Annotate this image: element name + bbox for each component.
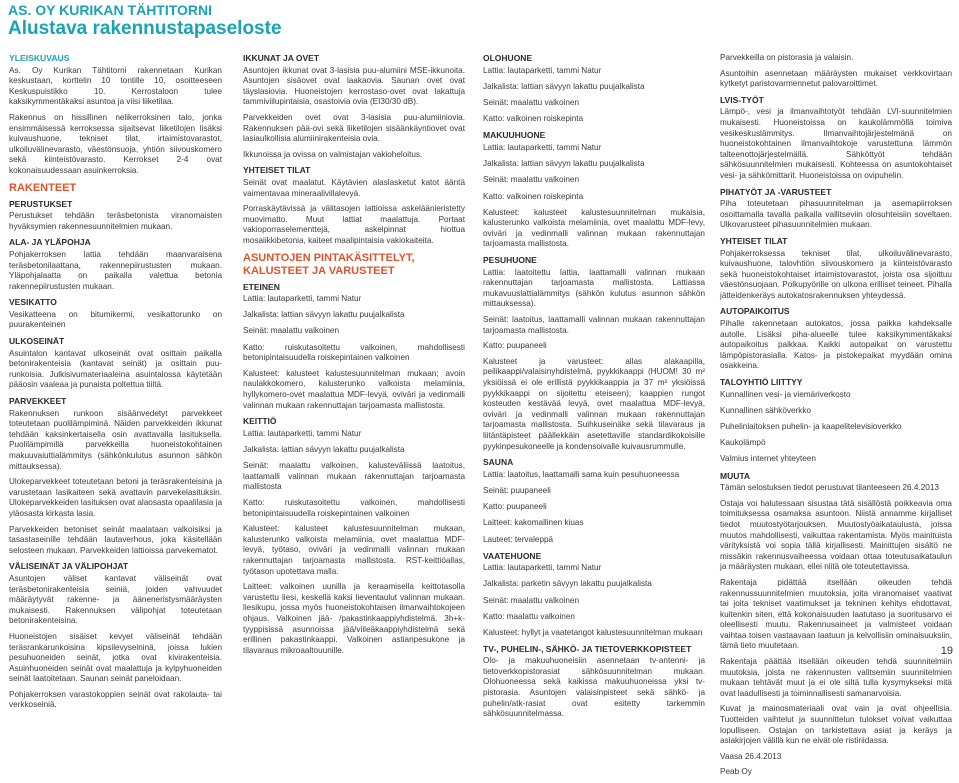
list-item: Lattia: lautaparketti, tammi Natur — [483, 142, 602, 152]
list-item: Seinät: maalattu valkoinen — [483, 97, 580, 107]
list-item: Kaukolämpö — [720, 438, 766, 448]
parvekkeet-paragraph-1: Rakennuksen runkoon sisäänvedetyt parvekkeet toteutetaan puolilämpiminä. Näiden parvekkeiden ikkunat tehdään kaksinkertaisella osin avattavalla lasituksella. Puolilämpimillä parvekkeilla huoneistokohtainen makuuvaiuttialämmitys (sähkönkulutus asunnon sähkön mittauksessa). — [9, 408, 222, 471]
list-item: Lattia: lautaparketti, tammi Natur — [243, 294, 362, 304]
parvekkeet-paragraph-2: Ulokeparvekkeet toteutetaan betoni ja teräsrakenteisina ja varustetaan lasikaiteen sekä avattavin parvekelasituksin. Ulokeparvekkeiden lasituksen ovat alaosasta opaalilasia ja yläosasta kirkasta lasia. — [9, 477, 223, 518]
valiseinat-paragraph-1: Asuntojen väliset kantavat väliseinät ovat teräsbetonirakenteisia seiniä, joiden vahvuudet määräytyvät rakenne- ja ääneneristysmääräysten mukaisesti. Rakennuksen välipohjat toteutetaan betonirakenteisina. — [9, 573, 222, 626]
list-item: Laitteet: kakomallinen kiuas — [483, 518, 584, 528]
pesuhuone-paragraph-2: Seinät: laatoitus, laattamalli valinnan mukaan rakennuttajan tarjoamasta mallistosta. — [483, 315, 705, 335]
section-title-rakenteet: RAKENTEET — [9, 181, 77, 194]
valiseinat-paragraph-2: Huoneistojen sisäiset kevyet väliseinät tehdään teräsrankarunkoisina kipsilevyseininä, joissa lukien pesuhuoneiden seinät, jotka ovat kivirakenteisia. Asuinhuoneiden seinät ovat maalattuja ja kylpyhuoneiden seinät laatoitetaan. Saunan seinät paneloidaan. — [9, 631, 222, 684]
keittio-kalusteet: Kalusteet: kalusteet kalustesuunnitelman mukaan, kalusterunko valkoista melamiinia, ovet maalattua MDF-levyä, työtaso, oviväri ja vedinmalli valinnan mukaan rakennuttajan tarjoamasta mallistosta. RST-keittiöallas, työtason upotettava malla. — [243, 524, 465, 576]
muuta-paragraph-1: Tämän selostuksen tiedot perustuvat tilanteeseen 26.4.2013 — [720, 483, 939, 493]
keittio-katto: Katto: ruiskutasoitettu valkoinen, mahdollisesti betonipintaisuudella roiskepintainen valkoinen — [243, 497, 465, 518]
section-title-keittio: KEITTIÖ — [243, 416, 277, 427]
section-title-pesuhuone: PESUHUONE — [483, 255, 537, 266]
column-2 — [243, 53, 465, 661]
list-item: Seinät: maalattu valkoinen — [483, 595, 580, 605]
pesuhuone-paragraph-1: Lattia: laatoitettu lattia, laattamalli valinnan mukaan rakennuttajan tarjoamasta mallistosta. Lattiassa mukavuuslattialämmitys (sähkön kulutus asunnon sähkön mittauksessa). — [483, 267, 705, 309]
list-item: Jalkalista: lattian sävyyn lakattu puujalkalista — [243, 310, 405, 320]
vaatehuone-list — [483, 563, 705, 622]
list-item: Katto: valkoinen roiskepinta — [483, 114, 584, 124]
autopaikoitus-text: Pihalle rakennetaan autokatos, jossa paikka kahdeksalle autolle. Lisäksi piha-alueelle tulee kaksikymmentäkaksi autopaikoitus paikkaa. Kaikki autopaikat on varustettu lämpöpistorasialla. Katos- ja pistokepaikat myydään omina osakkeina. — [720, 319, 952, 371]
list-item: Katto: puupaneeli — [483, 502, 547, 512]
list-item: Kunnallinen sähköverkko — [720, 405, 812, 415]
list-item: Lattia: lautaparketti, tammi Natur — [483, 563, 602, 573]
olohuone-list — [483, 66, 705, 125]
ulkoseinat-text: Asuintalon kantavat ulkoseinät ovat osittain paikalla betonirakenteisia (kantavat seinät) ja osittain puu-runkoisia. Julkisivumateriaaleina asuintalossa käytetään pääosin vaaleaa ja punaista poltettua tiiltä. — [9, 348, 222, 390]
lvis-text: Lämpö-, vesi ja ilmanvaihtotyöt tehdään LVI-suunnitelmien mukaisesti. Huoneistoissa on kaukolämmöllä toimiva vesikeskuslämmitys. Ilmanvaihtojärjestelmänä on huoneistokohtainen ilmanvaihtokoje varustettuna lämmön talteenottojärjestelmällä. Sähköttyöt tehdään sähkösuunnitelmien mukaisesti. Kohteessa on asuntokohtaiset vesi- ja sähkömittarit. Huoneistoissa on ovipuhelin. — [720, 107, 952, 180]
pesuhuone-paragraph-3: Kalusteet ja varusteet: allas alakaapilla, peilikaappi/valaisinyhdistelmä, pyykkikaappi (HUOM! 30 m² yksiöissä ei ole erillistä pyykkikaappia ja 37 m² yksiöissä pyykkikaappi on sijoitettu eteiseen); kaappien rungot kosteuden kestävää levyä, ovet maalattua MDF-levyä, oviväri ja vedinmalli valinnan mukaan rakennuttajan tarjoamasta mallistosta. Suihkuseinäke sekä tilavaraus ja liitäntäpisteet päällekkäin asetettaville standardikokoisille pyykinpesukoneelle ja kondensoivalle kuivausrummulle. — [483, 356, 705, 451]
section-title-muuta: MUUTA — [720, 470, 751, 481]
section-title-ikkunat-ovet: IKKUNAT JA OVET — [243, 53, 320, 63]
section-title-yleiskuvaus: YLEISKUVAUS — [9, 53, 70, 63]
column-1 — [9, 53, 222, 716]
section-title-makuuhuone: MAKUUHUONE — [483, 130, 546, 141]
keittio-laitteet: Laitteet: valkoinen uunilla ja keraamisella keittotasolla varustettu liesi, keskellä kaksi lieventaulut valinnan mukaan. liesikupu, jossa myös huoneistokohtaisen ilmanvaihtokojeen ohjaus. Valkoinen jää- /pakastinkaappiyhdistelmä. 3h+k-tyyppisissä asunnoissa jää/viileäkaappiyhdistelmä sekä erillinen pakastinkaappi. Valkoinen astianpesukone ja tilavaraus mikroaaltouunille. — [243, 582, 465, 655]
section-title-vaatehuone: VAATEHUONE — [483, 550, 542, 561]
eteinen-katto: Katto: ruiskutasoitettu valkoinen, mahdollisesti betonipintaisuudella roiskepintainen valkoinen — [243, 342, 465, 363]
section-title-perustukset: PERUSTUKSET — [9, 198, 73, 209]
section-title-lvis: LVIS-TYÖT — [720, 94, 764, 105]
section-title-tv-puhelin: TV-, PUHELIN-, SÄHKÖ- JA TIETOVERKKOPISTEET — [483, 643, 692, 654]
section-title-asuntojen-pintakasittelyt: ASUNTOJEN PINTAKÄSITTELYT, KALUSTEET JA VARUSTEET — [243, 251, 415, 277]
list-item: Lattia: lautaparketti, tammi Natur — [243, 428, 362, 438]
list-item: Seinät: puupaneeli — [483, 485, 551, 495]
list-item: Seinät: maalattu valkoinen — [243, 326, 340, 336]
eteinen-list — [243, 294, 465, 337]
list-item: Lattia: lautaparketti, tammi Natur — [483, 65, 602, 75]
vesikatto-text: Vesikatteena on bitumikermi, vesikattorunko on puurakenteinen — [9, 309, 222, 330]
header — [8, 2, 948, 40]
pesuhuone-katto: Katto: puupaneeli — [483, 341, 547, 351]
section-title-yhteiset-tilat: YHTEISET TILAT — [243, 165, 311, 176]
list-item: Jalkalista: lattian sävyyn lakattu puujalkalista — [483, 159, 645, 169]
muuta-paragraph-4: Rakentaja päättää itsellään oikeuden tehdä suunnitelmiin muutoksia, joista ne rakennusten valitsemiin suunnitelmien mukaan tehtävät muut ja ei ole siltä tulla kysymykseksi mitä ovat laadullisesti ja toiminnallisesti samanarvoisia. — [720, 657, 952, 698]
section-title-vesikatto: VESIKATTO — [9, 297, 57, 308]
tv-puhelin-text: Olo- ja makuuhuoneisiin asennetaan tv-antenni- ja tietoverkkopistorasiat sähkösuunnitelman mukaan. Olohuoneessa sekä kaikissa makuuhuoneissa yksi tv-pistorasia. Asuntojen valaisinpisteet sekä sähkö- ja puhelin/atk-rasiat ovat esitetty tarkemmin sähkösuunnitelmassa. — [483, 656, 705, 719]
section-title-parvekkeet: PARVEKKEET — [9, 396, 67, 407]
yhteiset-paragraph-1: Seinät ovat maalatut. Käytävien alaslasketut katot ääntä vaimentavaa mineraalivillalevyä. — [243, 177, 465, 198]
eteinen-kalusteet: Kalusteet: kalusteet kalustesuunnitelman mukaan; avoin naulakkokomero, kalusterunko valkoista melamiinia, hyllykomero-ovet maalattua MDF-levyä, oviväri ja vedinmalli valinnan mukaan rakennuttajan tarjoamasta mallistosta. — [243, 368, 465, 410]
page-number: 19 — [940, 645, 953, 657]
muuta-paragraph-3: Rakentaja pidättää itsellään oikeuden tehdä rakennussuunnitelmien muutoksia, joita viranomaiset vaativat tai joita tekniset vaatimukset ja tekninen kehitys ehdottavat, kuitenkin siten, että kokonaisuuden laatutaso ja suoritusarvo ei oleellisesti muutu. Rakennusaineet ja valmisteet voidaan vaihtaa toisen vastaavaan laatuun ja kelvollisiin ominaisuuksiin, tämä tieto muutetaan. — [720, 577, 952, 651]
keittio-seinat: Seinät: maalattu valkoinen, kalusteväliissä laatoitus, laattamalli valinnan mukaan rakennuttajan tarjoamasta mallistosta — [243, 461, 465, 492]
signature-company: Peab Oy — [720, 767, 752, 777]
list-item: Jalkalista: lattian sävyyn lakattu puujalkalista — [483, 81, 645, 91]
document-subtitle: Alustava rakennustapaseloste — [8, 18, 282, 39]
makuuhuone-list — [483, 143, 705, 202]
section-title-sauna: SAUNA — [483, 457, 514, 468]
signature-date: Vaasa 26.4.2013 — [720, 751, 782, 761]
section-title-yhteiset-tilat-2: YHTEISET TILAT — [720, 235, 788, 246]
section-title-autopaikoitus: AUTOPAIKOITUS — [720, 306, 790, 317]
section-title-eteinen: ETEINEN — [243, 281, 280, 292]
list-item: Lattia: laatoitus, laattamalli sama kuin pesuhuoneessa — [483, 469, 680, 479]
ikkunat-paragraph-1: Asuntojen ikkunat ovat 3-lasisia puu-alumiini MSE-ikkunoita. Asuntojen sisäovet ovat laakaovia. Saunan ovet ovat täyslasiovia. Huoneistojen kerrostaso-ovet ovat lakattuja tammiviilupintaisia, osastoivia ovia (EI30/30 dB). — [243, 65, 465, 107]
palovaroitin-text: Asuntoihin asennetaan määräysten mukaiset verkkovirtaan kytketyt paristovarmennetut palovaroittimet. — [720, 68, 952, 89]
sauna-list — [483, 470, 705, 545]
ikkunat-paragraph-3: Ikkunoissa ja ovissa on valmistajan vakioheloitus. — [243, 149, 423, 159]
ala-ylapohja-text: Pohjakerroksen lattia tehdään maanvaraisena teräsbetonilaattana, rakennepiirustusten mukaan. Yläpohjalaatta on paikalla valettua betonia rakennepiirustusten mukaan. — [9, 249, 222, 291]
makuuhuone-kalusteet: Kalusteet: kalusteet kalustesuunnitelman mukaisia, kalusterunko valkoista melamiinia, ovet maalattu MDF-levy, oviväri ja vedinmalli valinnan mukaan rakennuttajan tarjoamasta mallistosta. — [483, 207, 705, 249]
list-item: Kunnallinen vesi- ja viemäriverkosto — [720, 389, 851, 399]
list-item: Seinät: maalattu valkoinen — [483, 175, 580, 185]
list-item: Katto: maalattu valkoinen — [483, 611, 575, 621]
section-title-ala-ylapohja: ALA- JA YLÄPOHJA — [9, 237, 91, 248]
parvekkeet-paragraph-3: Parvekkeiden betoniset seinät maalataan valkoisiksi ja tasastaseinille tehdään lautaverhous, joka käsitellään selosteen mukaan. Parvekkeiden lattioissa parvekematot. — [9, 524, 222, 555]
list-item: Jalkalista: parketin sävyyn lakattu puujalkalista — [483, 579, 652, 589]
list-item: Jalkalista: lattian sävyyn lakattu puujalkalista — [243, 445, 405, 454]
yleiskuvaus-paragraph-2: Rakennus on hissillinen nelikerroksinen talo, jonka ensimmäisessä kerroksessa sijaitsevat liiketilojen lisäksi kuivaushuone, tekniset tilat, irtaimistovarastot, ulkoiluvälinevarasto, väestönsuoja, yhtiön siivouskomero sekä kiinteistövarasto. Kerrokset 2-4 ovat kokonaisuudessaan asuinkerroksia. — [9, 112, 222, 175]
list-item: Lauteet: tervaleppä — [483, 534, 554, 544]
taloyhtio-list — [720, 390, 952, 465]
valiseinat-paragraph-3: Pohjakerroksen varastokoppien seinät ovat rakolauta- tai verkkoseiniä. — [9, 689, 222, 710]
parveke-pistorasia-text: Parvekkeilla on pistorasia ja valaisin. — [720, 53, 854, 62]
muuta-paragraph-5: Kuvat ja mainosmateriaali ovat vain ja ovat ohjeellisia. Tuotteiden vaihtelut ja suunnittelun tulokset voivat vaikuttaa lopulliseen. Ostajan on tarkistettava asiat ja keräys ja asiakirjojen välillä kun ne eivät ole ristiriidassa. — [720, 704, 952, 746]
ikkunat-paragraph-2: Parvekkeiden ovet ovat 3-lasisia puu-alumiiniovia. Rakennuksen pää-ovi sekä liiketilojen sisäänkäyntiovet ovat lasiaulkollisia alumiinirakenteisia ovia. — [243, 112, 465, 144]
perustukset-text: Perustukset tehdään teräsbetonista viranomaisten hyväksymien rakennesuunnitelmien mukaan. — [9, 211, 222, 231]
list-item: Valmius internet yhteyteen — [720, 454, 816, 464]
section-title-olohuone: OLOHUONE — [483, 53, 533, 63]
section-title-taloyhtio-liittyy: TALOYHTIÖ LIITTYY — [720, 377, 803, 388]
pihatyot-text: Piha toteutetaan pihasuunnitelman ja asemapiirroksen osoittamalla tavalla paikalla vallitseviin olosuhteisiin soveltaen. Ulkovarusteet pihasuunnitelmien mukaan. — [720, 199, 952, 230]
list-item: Katto: valkoinen roiskepinta — [483, 191, 584, 201]
vaatehuone-kalusteet: Kalusteet: hyllyt ja vaatetangot kalustesuunnitelman mukaan — [483, 628, 703, 638]
document-title: AS. OY KURIKAN TÄHTITORNI — [8, 2, 213, 18]
section-title-pihatyot: PIHATYÖT JA -VARUSTEET — [720, 186, 832, 197]
yleiskuvaus-paragraph-1: As. Oy Kurikan Tähtitorni rakennetaan Kurikan keskustaan, korttelin 10 tontille 10, osoitteeseen Keskuspuistikko 10. Kerrostaloon tulee kaksikymmentäkaksi asuntoa ja viisi liiketilaa. — [9, 65, 222, 107]
column-3 — [483, 53, 705, 725]
section-title-valiseinat: VÄLISEINÄT JA VÄLIPOHJAT — [9, 561, 129, 572]
yhteiset-paragraph-2: Porraskäytävissä ja välitasojen lattioissa askeläänieristetty muovimatto. Muut lattiat maalattuja. Portaat vakioporraselementtejä, askelpinnat hiottua mosaiikkibetonia, kaiteet maalipintaisia vakiokaiteita. — [243, 204, 465, 245]
section-title-ulkoseinat: ULKOSEINÄT — [9, 336, 65, 347]
keittio-list — [243, 429, 465, 456]
yhteiset-tilat-text: Pohjakerroksessa tekniset tilat, ulkoiluvälinevarasto, kuivaushuone, talovhtiön siivouskomero ja kiinteistövarasto sekä huoneistokohtaiset irtaimistovarastot, joista osa sijoittuu väestönsuojaan. Polkupyörille on ulkona erilliset teineet. Pihalla jätteidenkeräys autokatosrakennuksen yhteydessä. — [720, 248, 952, 300]
column-4 — [720, 53, 952, 783]
muuta-paragraph-2: Ostaja voi halutessaan sisustaa tätä sisällöstä poikkeavia oma toimituksessa osamaksa asuntoon. Niistä annamme kirjalliset tiedot muutostyötarjouksen. Muutostyöaikataulusta, joissa muutos mahdollisesti, vaikuttaa rakentamista. Myös mainituista värityksistä voi sopia tällä kirjallisesti. Mainittujen sisältö ne missäkin rakennusvaiheessa voidaan ottaa toteutusaikataulun ja määräysten mukaan, ellei niitä ole toteutettavissa. — [720, 498, 952, 572]
list-item: Puhelinlaitoksen puhelin- ja kaapelitelevisioverkko — [720, 422, 902, 431]
